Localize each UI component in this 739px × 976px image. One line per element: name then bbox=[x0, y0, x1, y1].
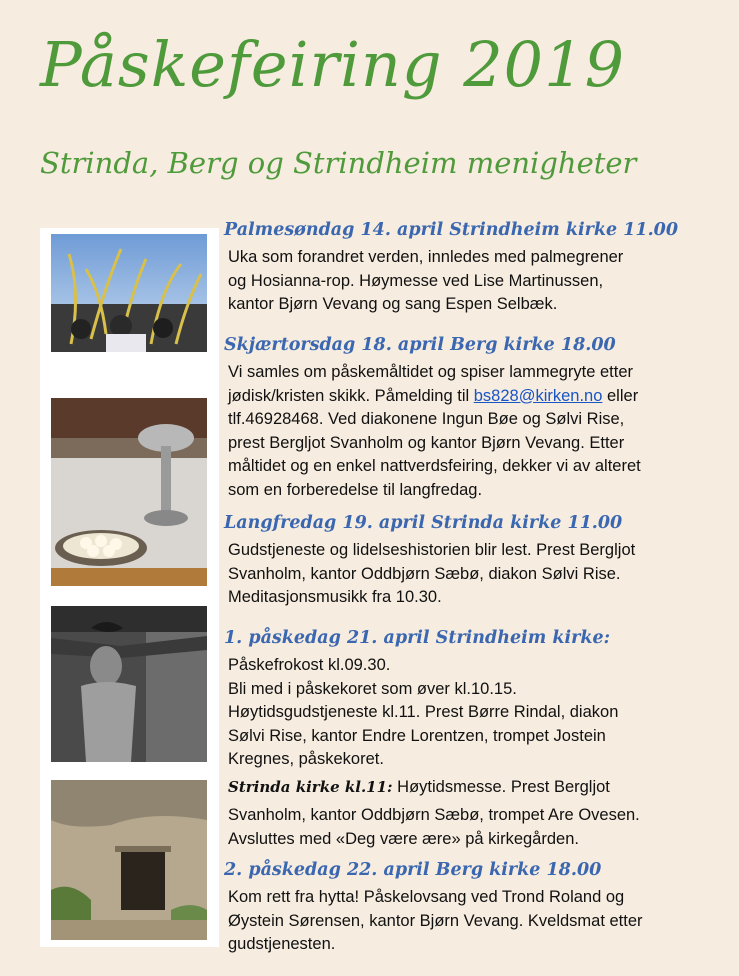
event-text-easter-sunday bbox=[228, 654, 708, 851]
text-segment: eller bbox=[602, 386, 639, 405]
event-heading-good-friday: Langfredag 19. april Strinda kirke 11.00 bbox=[224, 513, 623, 533]
text-line: Gudstjeneste og lidelseshistorien blir lest. Prest Bergljot bbox=[228, 541, 636, 559]
event-heading-easter-sunday: 1. påskedag 21. april Strindheim kirke: bbox=[224, 628, 611, 648]
photo-strip bbox=[40, 228, 219, 947]
text-line: Kom rett fra hytta! Påskelovsang ved Trond Roland og bbox=[228, 888, 625, 906]
text-line: måltidet og en enkel nattverdsfeiring, dekker vi av alteret bbox=[228, 457, 641, 475]
event-text-maundy-thursday bbox=[228, 361, 708, 502]
text-line: Kregnes, påskekoret. bbox=[228, 750, 384, 768]
text-line: og Hosianna-rop. Høymesse ved Lise Martinussen, bbox=[228, 271, 604, 290]
event-text-easter-monday bbox=[228, 886, 708, 957]
text-line bbox=[228, 776, 708, 800]
text-line: gudstjenesten. bbox=[228, 935, 336, 953]
text-line: som en forberedelse til langfredag. bbox=[228, 480, 483, 499]
strinda-inline-heading: Strinda kirke kl.11: bbox=[228, 777, 393, 796]
text-line: Meditasjonsmusikk fra 10.30. bbox=[228, 588, 442, 606]
text-line: Bli med i påskekoret som øver kl.10.15. bbox=[228, 679, 517, 698]
text-segment: jødisk/kristen skikk. Påmelding til bbox=[228, 386, 474, 405]
event-heading-easter-monday: 2. påskedag 22. april Berg kirke 18.00 bbox=[224, 860, 602, 880]
crucifix-photo bbox=[51, 606, 207, 762]
event-heading-palm-sunday: Palmesøndag 14. april Strindheim kirke 11.00 bbox=[224, 220, 679, 240]
event-heading-maundy-thursday: Skjærtorsdag 18. april Berg kirke 18.00 bbox=[224, 335, 616, 355]
text-line: Avsluttes med «Deg være ære» på kirkegården. bbox=[228, 829, 579, 848]
text-line: prest Bergljot Svanholm og kantor Bjørn Vevang. Etter bbox=[228, 433, 625, 452]
text-line bbox=[228, 385, 708, 409]
text-line: Øystein Sørensen, kantor Bjørn Vevang. Kveldsmat etter bbox=[228, 911, 643, 930]
text-line: kantor Bjørn Vevang og sang Espen Selbæk. bbox=[228, 295, 558, 313]
event-text-palm-sunday bbox=[228, 246, 708, 317]
palm-sunday-photo bbox=[51, 234, 207, 352]
empty-tomb-photo bbox=[51, 780, 207, 940]
event-text-good-friday bbox=[228, 539, 708, 610]
text-line: tlf.46928468. Ved diakonene Ingun Bøe og Sølvi Rise, bbox=[228, 410, 625, 428]
page-subtitle: Strinda, Berg og Strindheim menigheter bbox=[40, 146, 637, 180]
text-line: Svanholm, kantor Oddbjørn Sæbø, diakon Sølvi Rise. bbox=[228, 564, 621, 583]
text-line: Påskefrokost kl.09.30. bbox=[228, 656, 391, 674]
text-segment: Høytidsmesse. Prest Bergljot bbox=[392, 777, 610, 796]
communion-photo bbox=[51, 398, 207, 586]
page-title: Påskefeiring 2019 bbox=[40, 28, 626, 101]
text-line: Uka som forandret verden, innledes med palmegrener bbox=[228, 248, 624, 266]
text-line: Høytidsgudstjeneste kl.11. Prest Børre Rindal, diakon bbox=[228, 703, 619, 721]
text-line: Sølvi Rise, kantor Endre Lorentzen, trompet Jostein bbox=[228, 726, 606, 745]
text-line: Vi samles om påskemåltidet og spiser lammegryte etter bbox=[228, 363, 634, 381]
text-line: Svanholm, kantor Oddbjørn Sæbø, trompet Are Ovesen. bbox=[228, 806, 640, 824]
email-link[interactable]: bs828@kirken.no bbox=[473, 386, 603, 405]
